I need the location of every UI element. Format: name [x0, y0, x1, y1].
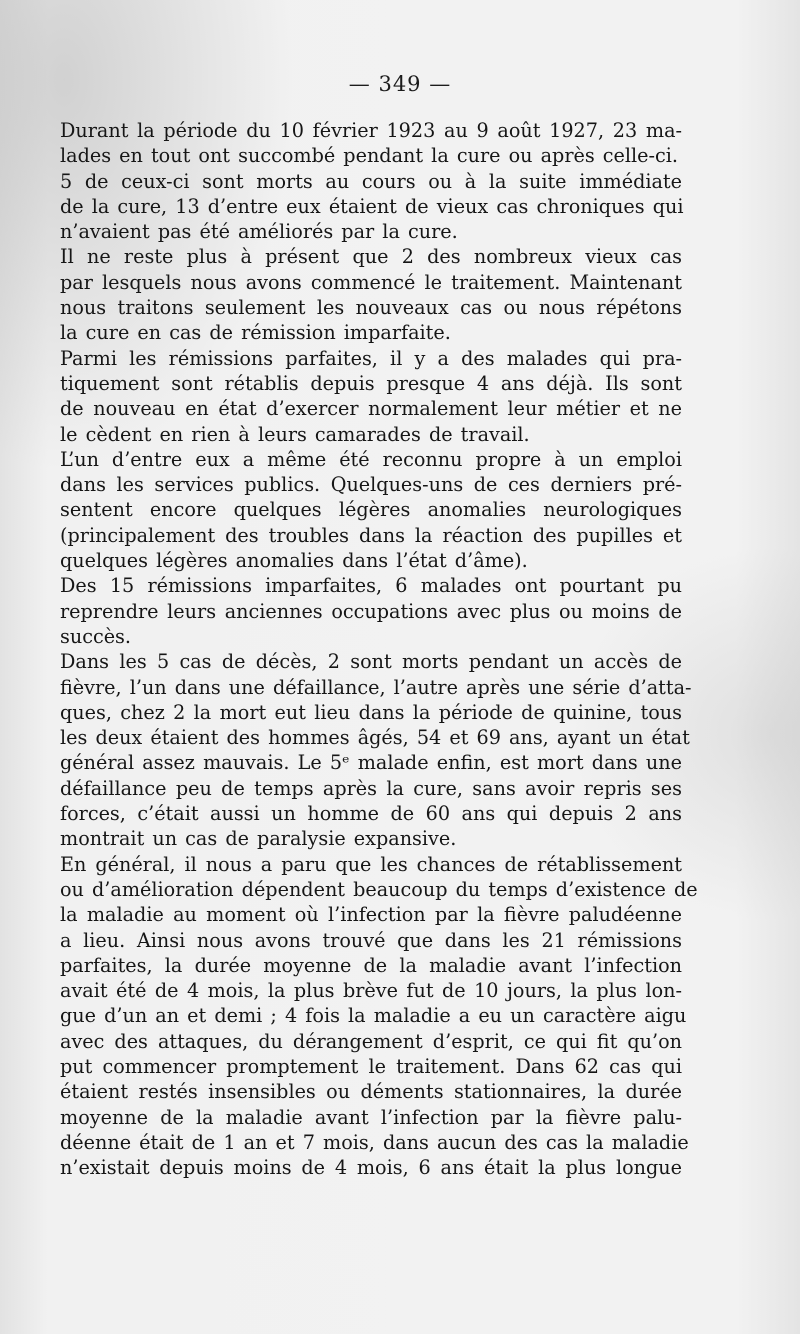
paragraph	[60, 118, 682, 169]
text-line: nous traitons seulement les nouveaux cas ou nous répétons	[60, 296, 682, 320]
text-line: lades en tout ont succombé pendant la cure ou après celle-ci.	[60, 144, 678, 168]
text-line: n’existait depuis moins de 4 mois, 6 ans était la plus longue	[60, 1156, 682, 1180]
text-line: défaillance peu de temps après la cure, sans avoir repris ses	[60, 776, 682, 800]
text-line: montrait un cas de paralysie expansive.	[60, 827, 457, 851]
text-line: la cure en cas de rémission imparfaite.	[60, 321, 451, 345]
text-line: n’avaient pas été améliorés par la cure.	[60, 220, 458, 244]
text-line: général assez mauvais. Le 5ᵉ malade enfin, est mort dans une	[60, 751, 682, 775]
text-line: de nouveau en état d’exercer normalement leur métier et ne	[60, 397, 682, 421]
text-line: par lesquels nous avons commencé le traitement. Maintenant	[60, 270, 682, 294]
body-text	[60, 118, 698, 1180]
text-line: parfaites, la durée moyenne de la maladie avant l’infection	[60, 953, 682, 977]
text-line: forces, c’était aussi un homme de 60 ans qui depuis 2 ans	[60, 802, 682, 826]
text-line: de la cure, 13 d’entre eux étaient de vieux cas chroniques qui	[60, 194, 684, 218]
paragraph	[60, 852, 698, 1181]
text-line: put commencer promptement le traitement. Dans 62 cas qui	[60, 1054, 682, 1078]
text-line: Parmi les rémissions parfaites, il y a des malades qui pra-	[60, 346, 682, 370]
text-line: avait été de 4 mois, la plus brève fut de 10 jours, la plus lon-	[60, 979, 682, 1003]
text-line: 5 de ceux-ci sont morts au cours ou à la suite immédiate	[60, 169, 682, 193]
text-line: Durant la période du 10 février 1923 au 9 août 1927, 23 ma-	[60, 119, 682, 142]
text-line: déenne était de 1 an et 7 mois, dans aucun des cas la maladie	[60, 1130, 689, 1154]
text-line: quelques légères anomalies dans l’état d’âme).	[60, 549, 528, 573]
text-line: gue d’un an et demi ; 4 fois la maladie a eu un caractère aigu	[60, 1004, 687, 1028]
text-line: étaient restés insensibles ou déments stationnaires, la durée	[60, 1080, 682, 1104]
text-line: ou d’amélioration dépendent beaucoup du temps d’existence de	[60, 877, 698, 901]
paragraph	[60, 649, 692, 851]
text-line: succès.	[60, 624, 131, 648]
paragraph	[60, 169, 682, 245]
paragraph	[60, 346, 682, 447]
text-line: les deux étaient des hommes âgés, 54 et 69 ans, ayant un état	[60, 726, 690, 750]
text-line: Il ne reste plus à présent que 2 des nombreux vieux cas	[60, 245, 682, 269]
text-line: tiquement sont rétablis depuis presque 4 ans déjà. Ils sont	[60, 371, 682, 395]
text-line: sentent encore quelques légères anomalies neurologiques	[60, 498, 682, 522]
paragraph	[60, 447, 682, 573]
text-line: L’un d’entre eux a même été reconnu propre à un emploi	[60, 447, 682, 471]
text-line: fièvre, l’un dans une défaillance, l’autre après une série d’atta-	[60, 675, 692, 699]
paragraph	[60, 573, 682, 649]
text-line: a lieu. Ainsi nous avons trouvé que dans les 21 rémissions	[60, 928, 682, 952]
text-line: reprendre leurs anciennes occupations avec plus ou moins de	[60, 599, 682, 623]
text-line: Des 15 rémissions imparfaites, 6 malades ont pourtant pu	[60, 574, 682, 598]
text-line: moyenne de la maladie avant l’infection par la fièvre palu-	[60, 1105, 682, 1129]
text-line: le cèdent en rien à leurs camarades de travail.	[60, 422, 530, 446]
text-line: dans les services publics. Quelques-uns de ces derniers pré-	[60, 473, 682, 497]
text-line: (principalement des troubles dans la réaction des pupilles et	[60, 523, 682, 547]
text-line: la maladie au moment où l’infection par la fièvre paludéenne	[60, 903, 682, 927]
text-line: avec des attaques, du dérangement d’esprit, ce qui fit qu’on	[60, 1029, 682, 1053]
text-line: ques, chez 2 la mort eut lieu dans la période de quinine, tous	[60, 700, 682, 724]
paragraph	[60, 244, 682, 345]
text-line: Dans les 5 cas de décès, 2 sont morts pendant un accès de	[60, 650, 682, 674]
page-number: — 349 —	[348, 72, 452, 96]
text-line: En général, il nous a paru que les chances de rétablissement	[60, 852, 682, 876]
